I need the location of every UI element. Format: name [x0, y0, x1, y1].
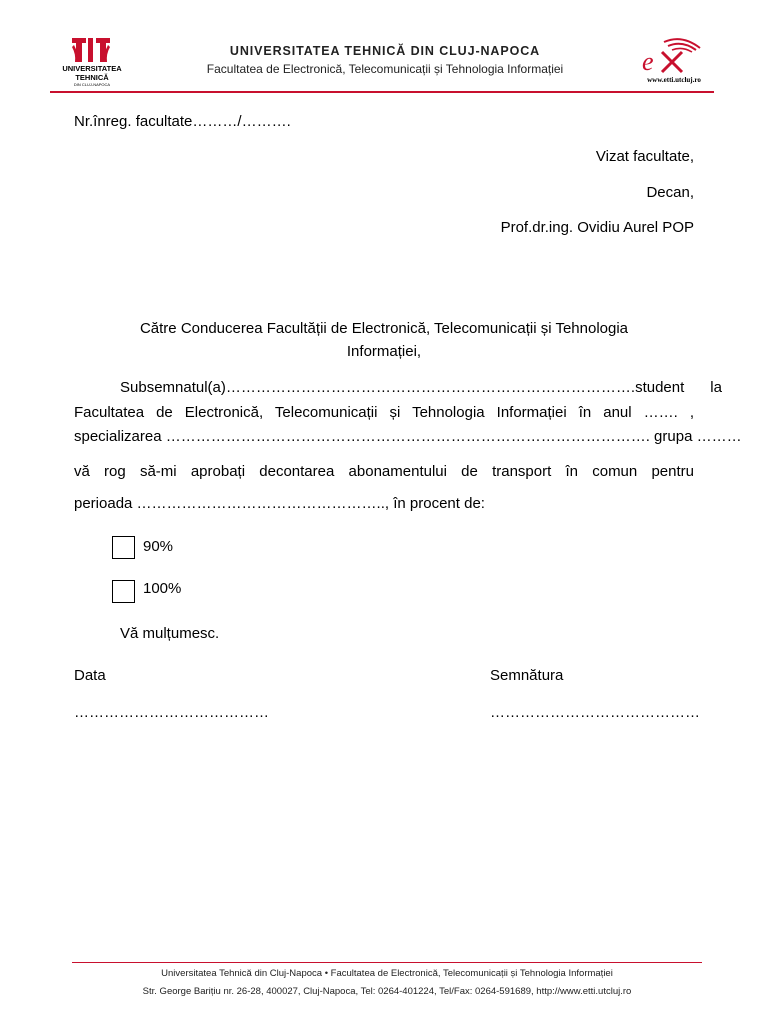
header-subtitle: Facultatea de Electronică, Telecomunicații și Tehnologia Informației — [206, 62, 564, 76]
approval-line-1: Vizat facultate, — [595, 148, 694, 165]
body-p1-line-2: Facultatea de Electronică, Telecomunicații și Tehnologia Informației în anul ……. , — [74, 404, 694, 421]
etti-url: www.etti.utcluj.ro — [647, 76, 701, 84]
university-logo — [52, 36, 132, 86]
logo-text-2: TEHNICĂ — [75, 73, 109, 82]
checkbox-90[interactable] — [112, 536, 135, 559]
etti-emblem-icon — [636, 36, 712, 76]
student-word: student — [635, 379, 685, 396]
addressee-line-2: Informației, — [346, 343, 422, 360]
header-divider — [50, 91, 714, 93]
footer-bullet: • — [324, 968, 331, 979]
footer-line-1 — [72, 968, 702, 979]
footer-faculty: Facultatea de Electronică, Telecomunicații și Tehnologia Informației — [330, 968, 613, 979]
footer-line-2: Str. George Barițiu nr. 26-28, 400027, Cluj-Napoca, Tel: 0264-401224, Tel/Fax: 0264-591689, http://www.etti.utcluj.ro — [142, 986, 632, 997]
la-word: la — [710, 379, 722, 396]
body-p2-line-1: vă rog să-mi aprobați decontarea abonamentului de transport în comun pentru — [74, 463, 694, 480]
header — [0, 0, 768, 95]
checkbox-100[interactable] — [112, 580, 135, 603]
body-p1-line-3: specializarea ……………………………………………………………………………………. grupa ……… — [74, 428, 742, 445]
footer-university: Universitatea Tehnică din Cluj-Napoca — [161, 968, 323, 979]
header-title: UNIVERSITATEA TEHNICĂ DIN CLUJ-NAPOCA — [229, 44, 541, 58]
subsemnatul-field: Subsemnatul(a)………………………………………………………………………. — [120, 379, 636, 396]
approval-line-2: Decan, — [646, 184, 694, 201]
signature-label: Semnătura — [490, 667, 564, 684]
etti-logo — [636, 36, 712, 86]
registration-number: Nr.înreg. facultate………/………. — [74, 113, 291, 130]
date-label: Data — [74, 667, 106, 684]
logo-text-1: UNIVERSITATEA — [62, 64, 122, 73]
body-p2-line-2: perioada ………………………………………….., în procent de: — [74, 495, 485, 512]
addressee-line-1: Către Conducerea Facultății de Electronică, Telecomunicații și Tehnologia — [139, 320, 629, 337]
date-line: ………………………………… — [74, 704, 269, 721]
utcn-crest-icon — [52, 36, 132, 66]
dean-name: Prof.dr.ing. Ovidiu Aurel POP — [500, 219, 694, 236]
option-90-label: 90% — [143, 538, 174, 555]
svg-text:e: e — [642, 47, 654, 76]
footer-divider — [72, 962, 702, 963]
logo-text-3: DIN CLUJ-NAPOCA — [73, 82, 111, 87]
closing-text: Vă mulțumesc. — [120, 625, 220, 642]
option-100-label: 100% — [143, 580, 182, 597]
body-p1-line-1 — [120, 379, 722, 397]
signature-line: …………………………………… — [490, 704, 700, 721]
